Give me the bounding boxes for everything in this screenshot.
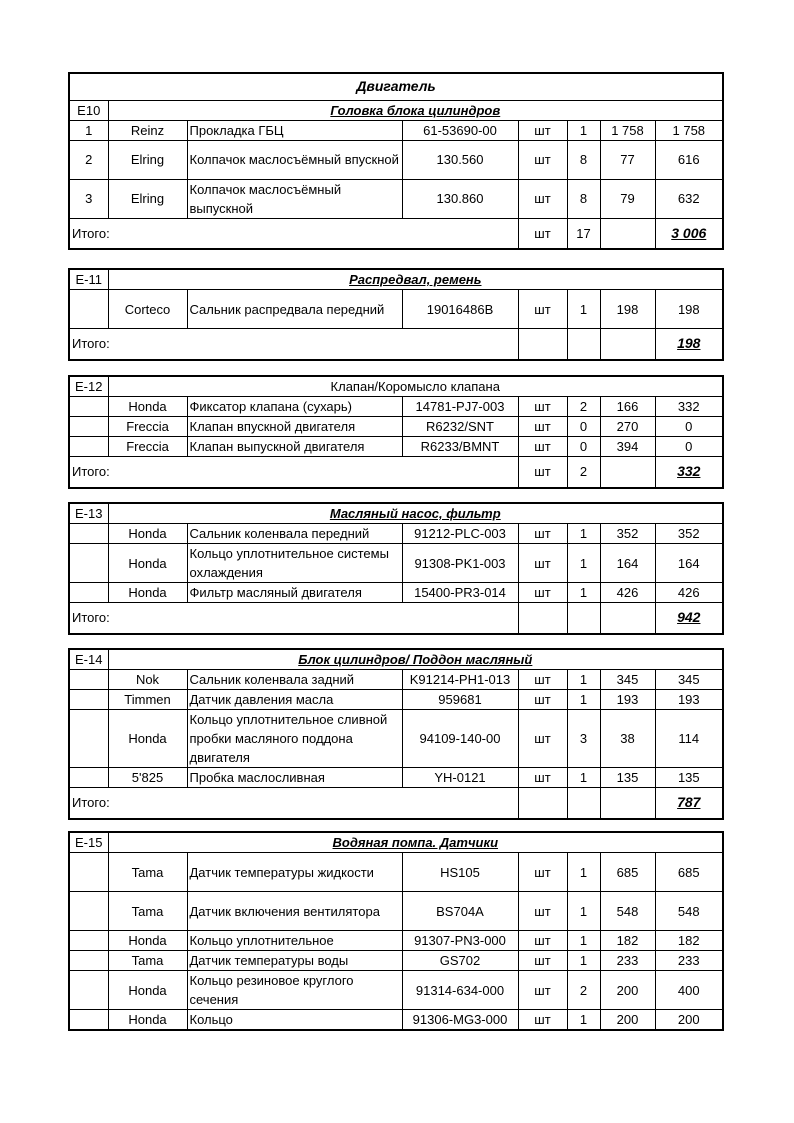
item-name-cell: Пробка маслосливная	[187, 768, 402, 788]
quantity-cell: 8	[567, 179, 600, 218]
item-name-cell: Колпачок маслосъёмный впускной	[187, 140, 402, 179]
table-row	[69, 853, 723, 892]
main-title: Двигатель	[69, 73, 723, 100]
total-unit	[518, 788, 567, 819]
section-code: E-14	[69, 649, 108, 670]
item-name-cell: Сальник коленвала передний	[187, 524, 402, 544]
price-cell: 198	[600, 290, 655, 329]
section-title: Распредвал, ремень	[108, 269, 723, 290]
row-number: 2	[69, 140, 108, 179]
section-table-e-13	[68, 502, 724, 635]
table-row	[69, 931, 723, 951]
table-row	[69, 670, 723, 690]
brand-cell: Tama	[108, 892, 187, 931]
section-table-e-11	[68, 268, 724, 361]
section-table-e-15	[68, 831, 724, 1031]
total-price-empty	[600, 329, 655, 360]
part-number-cell: 91306-MG3-000	[402, 1010, 518, 1031]
item-name-cell: Колпачок маслосъёмный выпускной	[187, 179, 402, 218]
unit-cell: шт	[518, 417, 567, 437]
table-row	[69, 437, 723, 457]
unit-cell: шт	[518, 710, 567, 768]
total-unit: шт	[518, 457, 567, 488]
part-number-cell: YH-0121	[402, 768, 518, 788]
quantity-cell: 1	[567, 120, 600, 140]
row-number: 1	[69, 120, 108, 140]
brand-cell: Timmen	[108, 690, 187, 710]
price-cell: 548	[600, 892, 655, 931]
price-cell: 394	[600, 437, 655, 457]
item-name-cell: Датчик включения вентилятора	[187, 892, 402, 931]
quantity-cell: 1	[567, 290, 600, 329]
sum-cell: 548	[655, 892, 723, 931]
row-number	[69, 524, 108, 544]
quantity-cell: 0	[567, 437, 600, 457]
price-cell: 135	[600, 768, 655, 788]
unit-cell: шт	[518, 1010, 567, 1031]
row-number	[69, 290, 108, 329]
unit-cell: шт	[518, 853, 567, 892]
item-name-cell: Датчик температуры жидкости	[187, 853, 402, 892]
item-name-cell: Кольцо резиновое круглого сечения	[187, 971, 402, 1010]
sum-cell: 632	[655, 179, 723, 218]
brand-cell: Honda	[108, 1010, 187, 1031]
part-number-cell: 14781-PJ7-003	[402, 397, 518, 417]
quantity-cell: 1	[567, 1010, 600, 1031]
brand-cell: Elring	[108, 140, 187, 179]
row-number	[69, 690, 108, 710]
part-number-cell: 91212-PLC-003	[402, 524, 518, 544]
row-number	[69, 853, 108, 892]
unit-cell: шт	[518, 437, 567, 457]
unit-cell: шт	[518, 179, 567, 218]
section-table-e10	[68, 72, 724, 250]
part-number-cell: 959681	[402, 690, 518, 710]
item-name-cell: Сальник коленвала задний	[187, 670, 402, 690]
item-name-cell: Датчик давления масла	[187, 690, 402, 710]
part-number-cell: K91214-PH1-013	[402, 670, 518, 690]
unit-cell: шт	[518, 670, 567, 690]
row-number	[69, 417, 108, 437]
brand-cell: Elring	[108, 179, 187, 218]
row-number: 3	[69, 179, 108, 218]
sum-cell: 164	[655, 544, 723, 583]
sum-cell: 135	[655, 768, 723, 788]
unit-cell: шт	[518, 140, 567, 179]
unit-cell: шт	[518, 544, 567, 583]
sum-cell: 0	[655, 417, 723, 437]
sum-cell: 114	[655, 710, 723, 768]
part-number-cell: 130.860	[402, 179, 518, 218]
table-row	[69, 140, 723, 179]
total-price-empty	[600, 218, 655, 249]
section-code: E-12	[69, 376, 108, 397]
total-row	[69, 218, 723, 249]
sum-cell: 352	[655, 524, 723, 544]
price-cell: 1 758	[600, 120, 655, 140]
table-row	[69, 397, 723, 417]
unit-cell: шт	[518, 951, 567, 971]
price-cell: 233	[600, 951, 655, 971]
total-label: Итого:	[69, 457, 518, 488]
brand-cell: Honda	[108, 971, 187, 1010]
quantity-cell: 1	[567, 690, 600, 710]
total-sum: 942	[655, 603, 723, 634]
part-number-cell: R6232/SNT	[402, 417, 518, 437]
sum-cell: 182	[655, 931, 723, 951]
total-row	[69, 788, 723, 819]
sum-cell: 193	[655, 690, 723, 710]
section-code: E-15	[69, 832, 108, 853]
total-unit: шт	[518, 218, 567, 249]
row-number	[69, 768, 108, 788]
sum-cell: 200	[655, 1010, 723, 1031]
brand-cell: Freccia	[108, 417, 187, 437]
sum-cell: 0	[655, 437, 723, 457]
section-header-row	[69, 376, 723, 397]
total-sum: 198	[655, 329, 723, 360]
total-quantity	[567, 603, 600, 634]
quantity-cell: 1	[567, 892, 600, 931]
table-row	[69, 710, 723, 768]
item-name-cell: Сальник распредвала передний	[187, 290, 402, 329]
total-quantity: 2	[567, 457, 600, 488]
sum-cell: 426	[655, 583, 723, 603]
brand-cell: Freccia	[108, 437, 187, 457]
unit-cell: шт	[518, 583, 567, 603]
section-header-row	[69, 832, 723, 853]
row-number	[69, 1010, 108, 1031]
unit-cell: шт	[518, 690, 567, 710]
unit-cell: шт	[518, 892, 567, 931]
total-row	[69, 329, 723, 360]
sum-cell: 332	[655, 397, 723, 417]
quantity-cell: 2	[567, 971, 600, 1010]
brand-cell: Reinz	[108, 120, 187, 140]
quantity-cell: 1	[567, 670, 600, 690]
price-cell: 182	[600, 931, 655, 951]
section-code: E10	[69, 100, 108, 120]
total-unit	[518, 603, 567, 634]
section-header-row	[69, 100, 723, 120]
item-name-cell: Фиксатор клапана (сухарь)	[187, 397, 402, 417]
total-row	[69, 457, 723, 488]
sum-cell: 233	[655, 951, 723, 971]
section-code: E-11	[69, 269, 108, 290]
row-number	[69, 583, 108, 603]
total-price-empty	[600, 788, 655, 819]
price-cell: 426	[600, 583, 655, 603]
quantity-cell: 0	[567, 417, 600, 437]
row-number	[69, 892, 108, 931]
quantity-cell: 1	[567, 951, 600, 971]
table-row	[69, 290, 723, 329]
main-title-row	[69, 73, 723, 100]
price-cell: 200	[600, 1010, 655, 1031]
part-number-cell: 15400-PR3-014	[402, 583, 518, 603]
total-sum: 332	[655, 457, 723, 488]
total-label: Итого:	[69, 218, 518, 249]
price-cell: 345	[600, 670, 655, 690]
table-row	[69, 768, 723, 788]
section-header-row	[69, 269, 723, 290]
section-table-e-14	[68, 648, 724, 820]
item-name-cell: Клапан впускной двигателя	[187, 417, 402, 437]
quantity-cell: 1	[567, 931, 600, 951]
total-label: Итого:	[69, 329, 518, 360]
brand-cell: Honda	[108, 931, 187, 951]
section-code: E-13	[69, 503, 108, 524]
table-row	[69, 524, 723, 544]
part-number-cell: 130.560	[402, 140, 518, 179]
unit-cell: шт	[518, 768, 567, 788]
table-row	[69, 690, 723, 710]
quantity-cell: 8	[567, 140, 600, 179]
section-title: Водяная помпа. Датчики	[108, 832, 723, 853]
table-row	[69, 544, 723, 583]
sum-cell: 345	[655, 670, 723, 690]
row-number	[69, 971, 108, 1010]
item-name-cell: Клапан выпускной двигателя	[187, 437, 402, 457]
brand-cell: Honda	[108, 524, 187, 544]
unit-cell: шт	[518, 290, 567, 329]
section-title: Масляный насос, фильтр	[108, 503, 723, 524]
section-table-e-12	[68, 375, 724, 489]
sum-cell: 685	[655, 853, 723, 892]
unit-cell: шт	[518, 120, 567, 140]
sum-cell: 1 758	[655, 120, 723, 140]
total-quantity	[567, 788, 600, 819]
unit-cell: шт	[518, 931, 567, 951]
total-quantity	[567, 329, 600, 360]
part-number-cell: R6233/BMNT	[402, 437, 518, 457]
price-cell: 193	[600, 690, 655, 710]
part-number-cell: BS704A	[402, 892, 518, 931]
part-number-cell: GS702	[402, 951, 518, 971]
table-row	[69, 951, 723, 971]
price-cell: 200	[600, 971, 655, 1010]
quantity-cell: 1	[567, 583, 600, 603]
table-row	[69, 1010, 723, 1031]
part-number-cell: 19016486B	[402, 290, 518, 329]
section-title: Блок цилиндров/ Поддон масляный	[108, 649, 723, 670]
price-cell: 270	[600, 417, 655, 437]
part-number-cell: HS105	[402, 853, 518, 892]
quantity-cell: 1	[567, 768, 600, 788]
total-price-empty	[600, 603, 655, 634]
price-cell: 79	[600, 179, 655, 218]
row-number	[69, 397, 108, 417]
brand-cell: Nok	[108, 670, 187, 690]
total-label: Итого:	[69, 603, 518, 634]
price-cell: 77	[600, 140, 655, 179]
brand-cell: Honda	[108, 710, 187, 768]
row-number	[69, 544, 108, 583]
item-name-cell: Фильтр масляный двигателя	[187, 583, 402, 603]
row-number	[69, 951, 108, 971]
quantity-cell: 1	[567, 544, 600, 583]
table-row	[69, 892, 723, 931]
item-name-cell: Кольцо уплотнительное сливной пробки масляного поддона двигателя	[187, 710, 402, 768]
total-sum: 787	[655, 788, 723, 819]
part-number-cell: 91308-PK1-003	[402, 544, 518, 583]
total-sum: 3 006	[655, 218, 723, 249]
price-cell: 166	[600, 397, 655, 417]
quantity-cell: 1	[567, 853, 600, 892]
unit-cell: шт	[518, 397, 567, 417]
price-cell: 685	[600, 853, 655, 892]
total-label: Итого:	[69, 788, 518, 819]
unit-cell: шт	[518, 971, 567, 1010]
section-title: Клапан/Коромысло клапана	[108, 376, 723, 397]
part-number-cell: 94109-140-00	[402, 710, 518, 768]
brand-cell: Honda	[108, 544, 187, 583]
total-price-empty	[600, 457, 655, 488]
total-quantity: 17	[567, 218, 600, 249]
row-number	[69, 710, 108, 768]
row-number	[69, 437, 108, 457]
item-name-cell: Кольцо	[187, 1010, 402, 1031]
price-cell: 352	[600, 524, 655, 544]
quantity-cell: 2	[567, 397, 600, 417]
brand-cell: Honda	[108, 583, 187, 603]
brand-cell: Tama	[108, 853, 187, 892]
row-number	[69, 670, 108, 690]
item-name-cell: Кольцо уплотнительное системы охлаждения	[187, 544, 402, 583]
brand-cell: 5'825	[108, 768, 187, 788]
quantity-cell: 3	[567, 710, 600, 768]
item-name-cell: Кольцо уплотнительное	[187, 931, 402, 951]
table-row	[69, 971, 723, 1010]
section-title: Головка блока цилиндров	[108, 100, 723, 120]
brand-cell: Corteco	[108, 290, 187, 329]
sum-cell: 198	[655, 290, 723, 329]
part-number-cell: 61-53690-00	[402, 120, 518, 140]
row-number	[69, 931, 108, 951]
price-cell: 38	[600, 710, 655, 768]
quantity-cell: 1	[567, 524, 600, 544]
section-header-row	[69, 503, 723, 524]
part-number-cell: 91307-PN3-000	[402, 931, 518, 951]
unit-cell: шт	[518, 524, 567, 544]
total-unit	[518, 329, 567, 360]
table-row	[69, 583, 723, 603]
item-name-cell: Прокладка ГБЦ	[187, 120, 402, 140]
item-name-cell: Датчик температуры воды	[187, 951, 402, 971]
sum-cell: 616	[655, 140, 723, 179]
total-row	[69, 603, 723, 634]
sum-cell: 400	[655, 971, 723, 1010]
table-row	[69, 120, 723, 140]
part-number-cell: 91314-634-000	[402, 971, 518, 1010]
brand-cell: Honda	[108, 397, 187, 417]
table-row	[69, 179, 723, 218]
price-cell: 164	[600, 544, 655, 583]
brand-cell: Tama	[108, 951, 187, 971]
table-row	[69, 417, 723, 437]
section-header-row	[69, 649, 723, 670]
